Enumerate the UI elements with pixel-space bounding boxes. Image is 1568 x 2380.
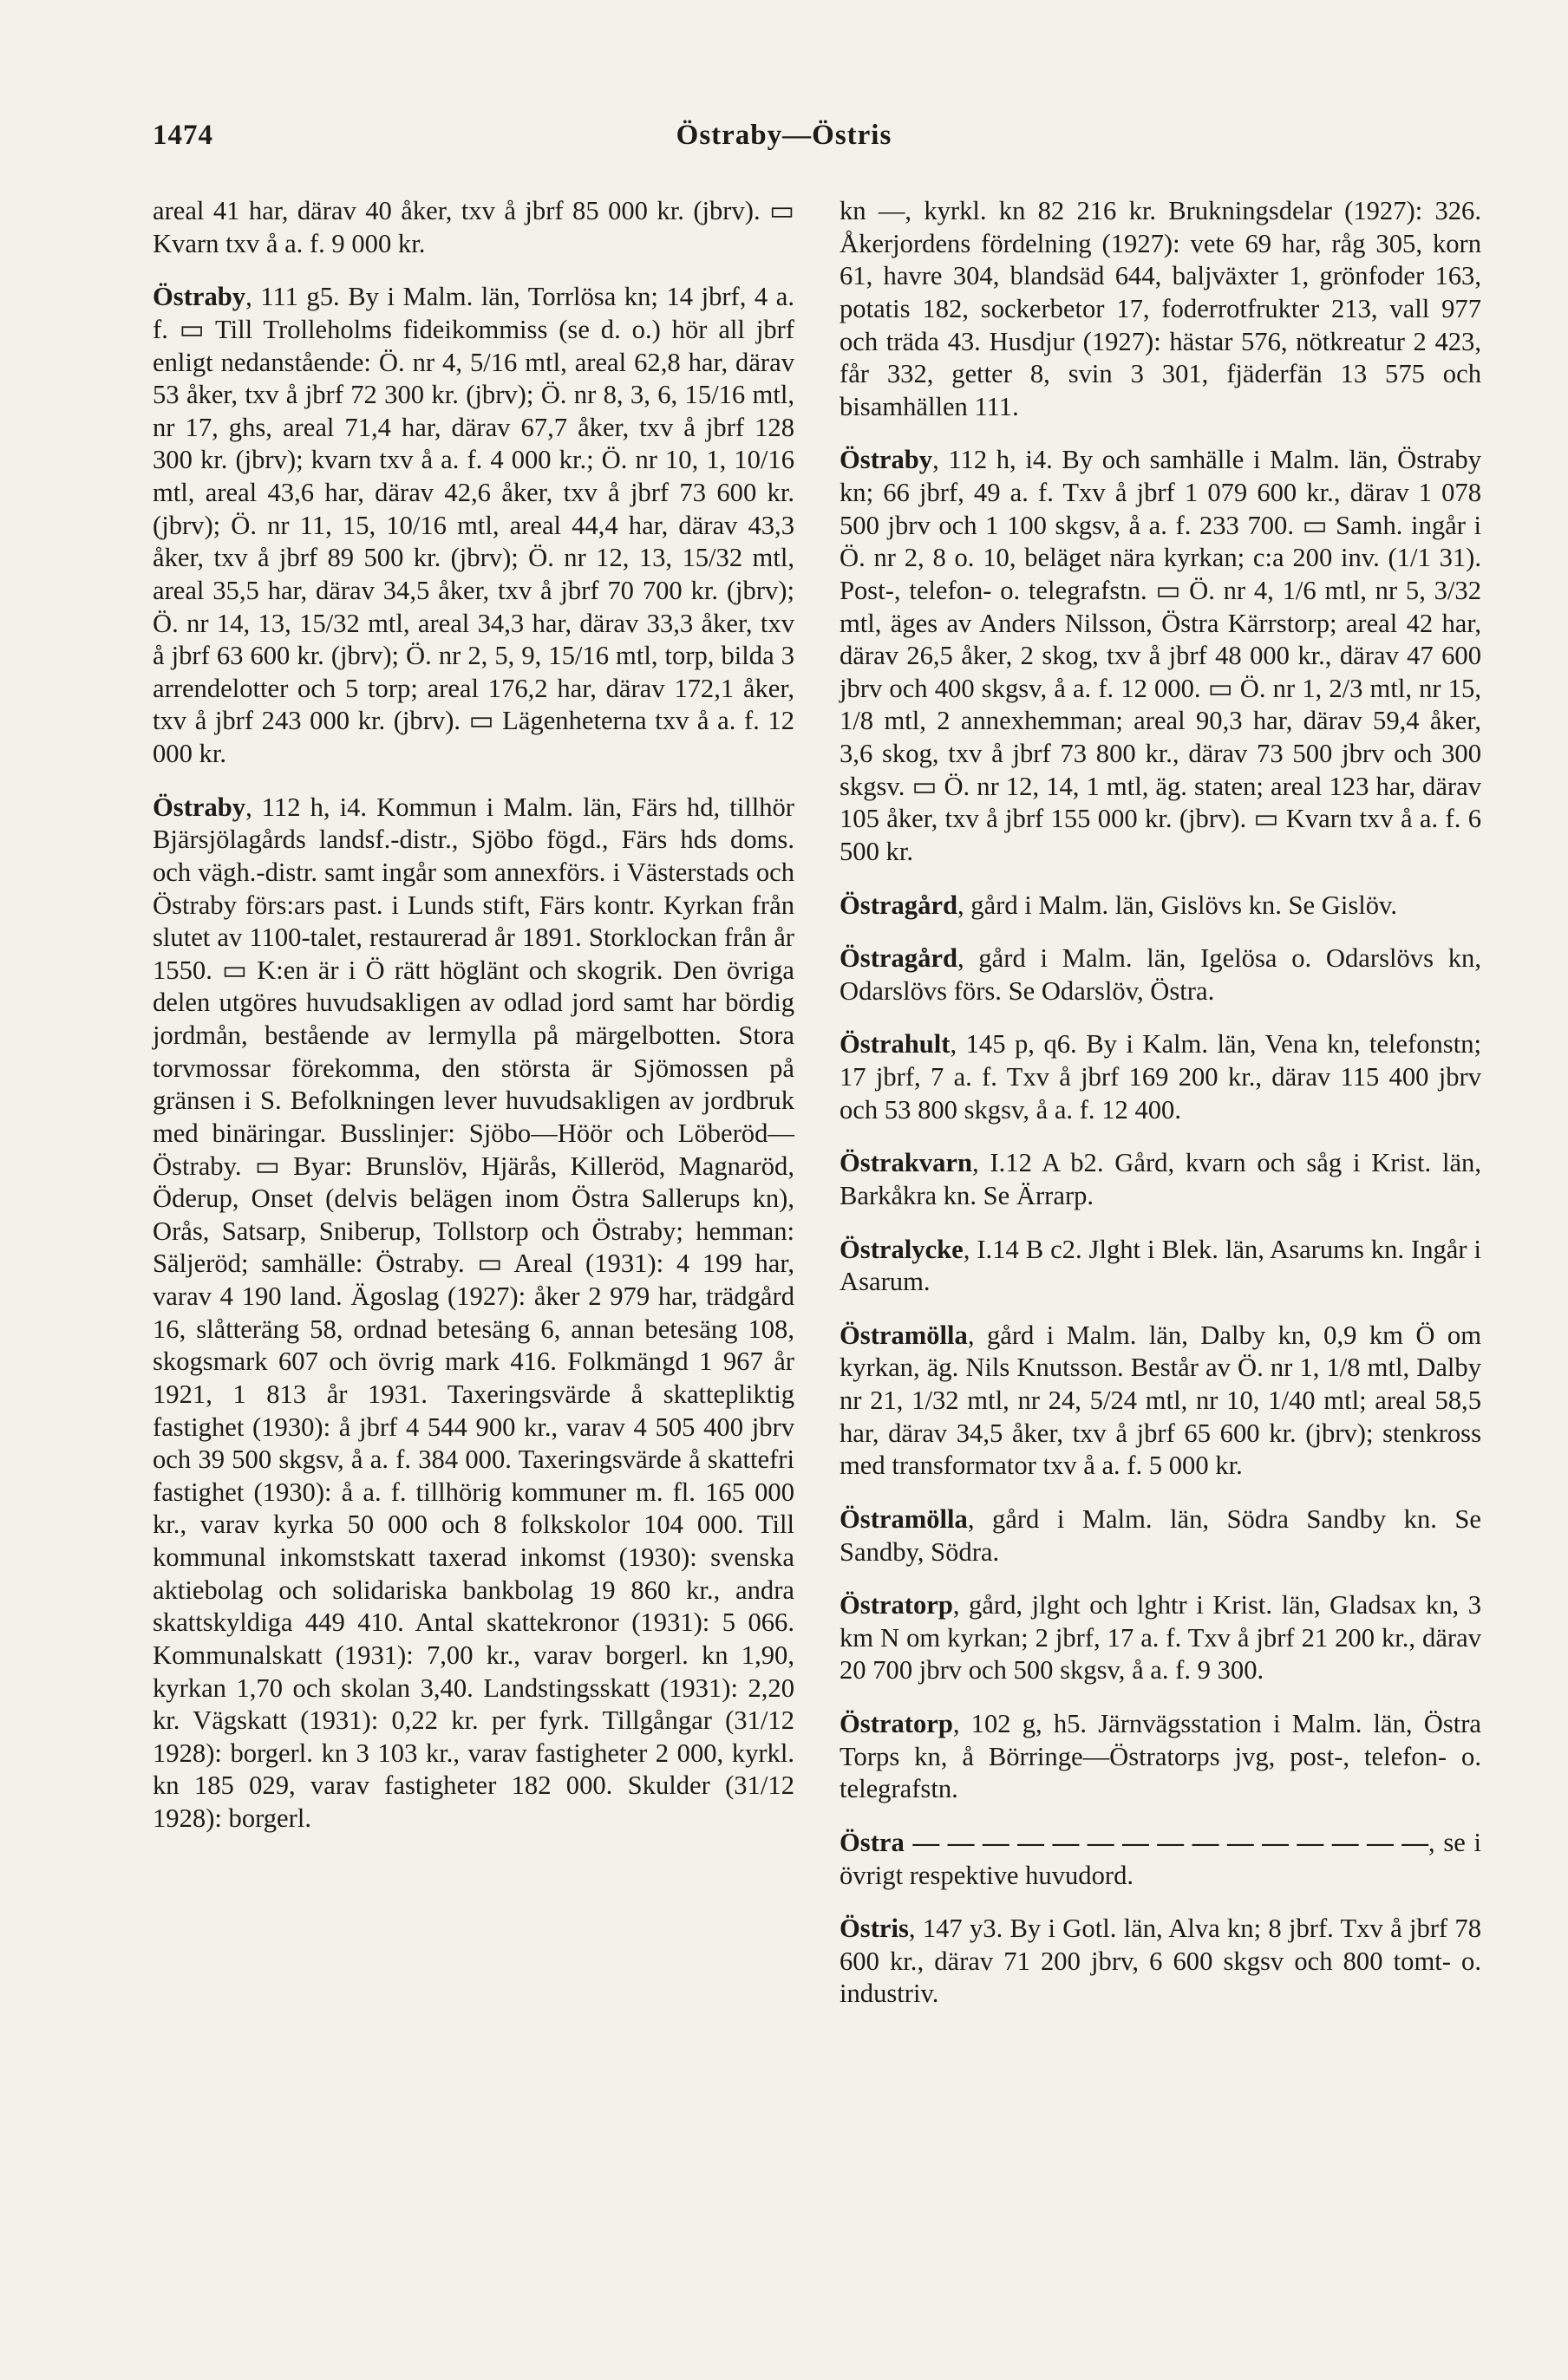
entry-continuation-right: kn —, kyrkl. kn 82 216 kr. Brukningsdelar (1927): 326. Åkerjordens fördelning (1927): vete 69 har, råg 305, korn 61, havre 304, blandsäd 644, baljväxter 1, grönfoder 163, potatis 182, sockerbetor 17, foderrotfrukter 213, vall 977 och träda 43. Husdjur (1927): hästar 576, nötkreatur 2 423, får 332, getter 8, svin 3 301, fjäderfän 13 575 och bisamhällen 111. — [840, 196, 1481, 421]
entry-headword: Östraby — [153, 792, 246, 822]
entry-headword: Östramölla — [840, 1320, 968, 1350]
entry-headword: Östrahult — [840, 1029, 951, 1060]
entry-ostraby-112-kommun: Östraby, 112 h, i4. Kommun i Malm. län, Färs hd, tillhör Bjärsjölagårds landsf.-distr., Sjöbo fögd., Färs hds doms. och vägh.-distr. samt ingår som annexförs. i Västerstads och Östraby förs:ars past. i Lunds stift, Färs kontr. Kyrkan från slutet av 1100-talet, restaurerad år 1891. Storklockan från år 1550. ▭ K:en är i Ö rätt höglänt och skogrik. Den övriga delen utgöres huvudsakligen av odlad jord samt har bördig jordmån, bestående av lermylla på märgelbotten. Stora torvmossar förekomma, den största är Sjömossen på gränsen i S. Befolkningen lever huvudsakligen av jordbruk med binäringar. Busslinjer: Sjöbo—Höör och Löberöd—Östraby. ▭ Byar: Brunslöv, Hjärås, Killeröd, Magnaröd, Öderup, Onset (delvis belägen inom Östra Sallerups kn), Orås, Satsarp, Sniberup, Tollstorp och Östraby; hemman: Säljeröd; samhälle: Östraby. ▭ Areal (1931): 4 199 har, varav 4 190 land. Ägoslag (1927): åker 2 979 har, trädgård 16, slåtteräng 58, ordnad betesäng 6, annan betesäng 108, skogsmark 607 och övrig mark 416. Folkmängd 1 967 år 1921, 1 813 år 1931. Taxeringsvärde å skattepliktig fastighet (1930): å jbrf 4 544 900 kr., varav 4 505 400 jbrv och 39 500 skgsv, å a. f. 384 000. Taxeringsvärde å skattefri fastighet (1930): å a. f. tillhörig kommuner m. fl. 165 000 kr., varav kyrka 50 000 och 8 folkskolor 104 000. Till kommunal inkomstskatt taxerad inkomst (1930): svenska aktiebolag och solidariska bankbolag 19 860 kr., andra skattskyldiga 449 410. Antal skattekronor (1931): 5 066. Kommunalskatt (1931): 7,00 kr., varav borgerl. kn 1,90, kyrkan 1,70 och skolan 3,40. Landstingsskatt (1931): 2,20 kr. Vägskatt (1931): 0,22 kr. per fyrk. Tillgångar (31/12 1928): borgerl. kn 3 103 kr., varav fastigheter 2 000, kyrkl. kn 185 029, varav fastigheter 182 000. Skulder (31/12 1928): borgerl. — [153, 792, 794, 1833]
entry-ostraby-112-by: Östraby, 112 h, i4. By och samhälle i Malm. län, Östraby kn; 66 jbrf, 49 a. f. Txv å jbrf 1 079 600 kr., därav 1 078 500 jbrv och 1 100 skgsv, å a. f. 233 700. ▭ Samh. ingår i Ö. nr 2, 8 o. 10, beläget nära kyrkan; c:a 200 inv. (1/1 31). Post-, telefon- o. telegrafstn. ▭ Ö. nr 4, 1/6 mtl, nr 5, 3/32 mtl, äges av Anders Nilsson, Östra Kärrstorp; areal 42 har, därav 26,5 åker, 2 skog, txv å jbrf 48 000 kr., därav 47 600 jbrv och 400 skgsv, å a. f. 12 000. ▭ Ö. nr 1, 2/3 mtl, nr 15, 1/8 mtl, 2 annexhemman; areal 90,3 har, därav 59,4 åker, 3,6 skog, txv å jbrf 73 800 kr., därav 73 500 jbrv och 300 skgsv. ▭ Ö. nr 12, 14, 1 mtl, äg. staten; areal 123 har, därav 105 åker, txv å jbrf 155 000 kr. (jbrv). ▭ Kvarn txv å a. f. 6 500 kr. — [840, 445, 1481, 866]
entry-headword: Östragård — [840, 890, 957, 920]
entry-ostrakvarn: Östrakvarn, I.12 A b2. Gård, kvarn och såg i Krist. län, Barkåkra kn. Se Ärrarp. — [840, 1148, 1481, 1210]
entry-ostratorp-station: Östratorp, 102 g, h5. Järnvägsstation i Malm. län, Östra Torps kn, å Börringe—Östratorps jvg, post-, telefon- o. telegrafstn. — [840, 1709, 1481, 1804]
entry-continuation: areal 41 har, därav 40 åker, txv å jbrf 85 000 kr. (jbrv). ▭ Kvarn txv å a. f. 9 000 kr. — [153, 196, 794, 258]
entry-ostragard-igelosa: Östragård, gård i Malm. län, Igelösa o. Odarslövs kn, Odarslövs förs. Se Odarslöv, Östra. — [840, 943, 1481, 1006]
entry-headword: Östratorp — [840, 1709, 953, 1738]
entry-headword: Östralycke — [840, 1234, 964, 1264]
entry-headword: Östraby — [153, 282, 246, 312]
entry-ostris: Östris, 147 y3. By i Gotl. län, Alva kn; 8 jbrf. Txv å jbrf 78 600 kr., därav 71 200 jbrv, 6 600 skgsv och 800 tomt- o. industriv. — [840, 1914, 1481, 2009]
entry-headword: Östrakvarn — [840, 1148, 972, 1178]
entry-headword: Östratorp — [840, 1590, 953, 1620]
entry-ostramolla-dalby: Östramölla, gård i Malm. län, Dalby kn, 0,9 km Ö om kyrkan, äg. Nils Knutsson. Består av Ö. nr 1, 1/8 mtl, Dalby nr 21, 1/32 mtl, nr 24, 5/24 mtl, nr 10, 1/40 mtl; areal 58,5 har, därav 34,5 åker, txv å jbrf 65 600 kr. (jbrv); stenkross med transformator txv å a. f. 5 000 kr. — [840, 1320, 1481, 1481]
entry-headword: Östris — [840, 1914, 909, 1944]
entry-headword: Östraby — [840, 445, 933, 475]
page-number: 1474 — [153, 120, 213, 151]
entry-ostratorp-gard: Östratorp, gård, jlght och lghtr i Krist. län, Gladsax kn, 3 km N om kyrkan; 2 jbrf, 17 a. f. Txv å jbrf 21 200 kr., därav 20 700 jbrv och 500 skgsv, å a. f. 9 300. — [840, 1590, 1481, 1686]
entry-ostragard-gislov: Östragård, gård i Malm. län, Gislövs kn. Se Gislöv. — [840, 890, 1398, 920]
entry-headword: Östramölla — [840, 1503, 968, 1534]
entry-headword: Östragård — [840, 943, 957, 974]
entry-ostramolla-sandby: Östramölla, gård i Malm. län, Södra Sandby kn. Se Sandby, Södra. — [840, 1503, 1481, 1567]
entry-ostraby-111: Östraby, 111 g5. By i Malm. län, Torrlösa kn; 14 jbrf, 4 a. f. ▭ Till Trolleholms fideikommiss (se d. o.) hör all jbrf enligt nedanstående: Ö. nr 4, 5/16 mtl, areal 62,8 har, därav 53 åker, txv å jbrf 72 300 kr. (jbrv); Ö. nr 8, 3, 6, 15/16 mtl, nr 17, ghs, areal 71,4 har, därav 67,7 åker, txv å jbrf 128 300 kr. (jbrv); kvarn txv å a. f. 4 000 kr.; Ö. nr 10, 1, 10/16 mtl, areal 43,6 har, därav 42,6 åker, txv å jbrf 73 600 kr. (jbrv); Ö. nr 11, 15, 10/16 mtl, areal 44,4 har, därav 43,3 åker, txv å jbrf 89 500 kr. (jbrv); Ö. nr 12, 13, 15/32 mtl, areal 35,5 har, därav 34,5 åker, txv å jbrf 70 700 kr. (jbrv); Ö. nr 14, 13, 15/32 mtl, areal 34,3 har, därav 33,3 åker, txv å jbrf 63 600 kr. (jbrv); Ö. nr 2, 5, 9, 15/16 mtl, torp, bilda 3 arrendelotter och 5 torp; areal 176,2 har, därav 172,1 åker, txv å jbrf 243 000 kr. (jbrv). ▭ Lägenheterna txv å a. f. 12 000 kr. — [153, 282, 794, 768]
entry-headword: Östra — — — — — — — — — — — — — — — — [840, 1827, 1428, 1857]
running-title: Östraby—Östris — [676, 120, 892, 151]
right-column — [840, 195, 1481, 2031]
entry-ostralycke: Östralycke, I.14 B c2. Jlght i Blek. län, Asarums kn. Ingår i Asarum. — [840, 1234, 1481, 1297]
entry-ostrahult: Östrahult, 145 p, q6. By i Kalm. län, Vena kn, telefonstn; 17 jbrf, 7 a. f. Txv å jbrf 169 200 kr., därav 115 400 jbrv och 53 800 skgsv, å a. f. 12 400. — [840, 1029, 1481, 1125]
left-column — [153, 195, 794, 1856]
entry-ostra-cross-reference: Östra — — — — — — — — — — — — — — —, se i övrigt respektive huvudord. — [840, 1827, 1481, 1890]
